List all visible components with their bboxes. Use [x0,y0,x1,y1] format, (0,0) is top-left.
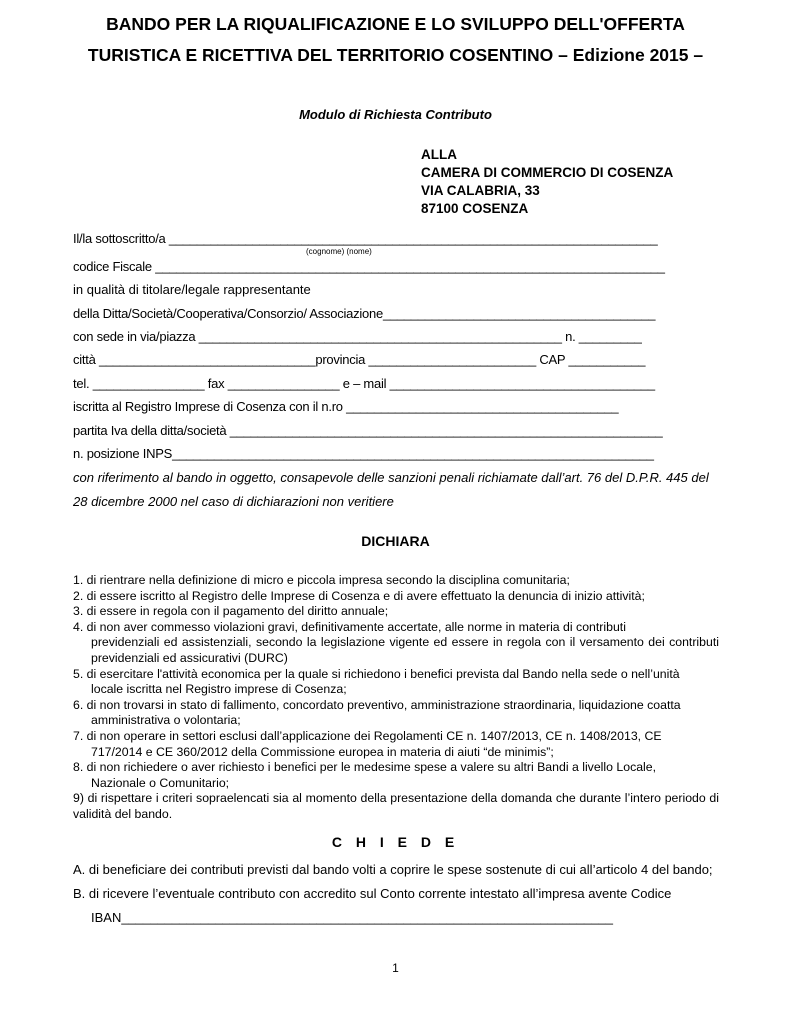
list-item: 7. di non operare in settori esclusi dall’applicazione dei Regolamenti CE n. 1407/2013, CE n. 1408/2013, CE [73,728,662,743]
field-sede[interactable] [73,329,642,344]
field-codice-fiscale-label: codice Fiscale _________________________________________________________________________ [73,259,665,274]
document-title-line1: BANDO PER LA RIQUALIFICAZIONE E LO SVILUPPO DELL'OFFERTA [106,14,685,34]
recipient-address [421,146,673,218]
page-number: 1 [392,961,399,975]
cognome-nome-note: (cognome) (nome) [306,247,372,256]
field-sottoscritto-label: Il/la sottoscritto/a ______________________________________________________________________ [73,231,658,246]
document-subtitle: Modulo di Richiesta Contributo [299,107,492,122]
dichiara-list [73,573,719,823]
list-item: 5. di esercitare l'attività economica per la quale si richiedono i benefici prevista dal Bando nella sede o nell’unità [73,666,680,681]
field-partita-iva-label: partita Iva della ditta/società ______________________________________________________________ [73,423,663,438]
field-registro-label: iscritta al Registro Imprese di Cosenza con il n.ro _______________________________________ [73,399,619,414]
address-line-2: CAMERA DI COMMERCIO DI COSENZA [421,165,674,180]
field-inps[interactable] [73,446,654,461]
list-item-continuation: previdenziali ed assistenziali, secondo la legislazione vigente ed essere in regola con il versamento dei contributi previdenziali ed assicurativi (DURC) [91,635,719,665]
field-sottoscritto[interactable] [73,231,658,246]
field-iban[interactable]: IBAN____________________________________________________________________ [91,910,613,925]
list-item-continuation: amministrativa o volontaria; [91,713,241,728]
address-line-3: VIA CALABRIA, 33 [421,183,540,198]
chiede-section [73,858,719,930]
address-line-1: ALLA [421,147,457,162]
list-item: 9) di rispettare i criteri sopraelencati sia al momento della presentazione della domanda che durante l’intero periodo di validità del bando. [73,791,719,821]
list-item-continuation: locale iscritta nel Registro imprese di Cosenza; [91,682,347,697]
field-registro[interactable] [73,399,618,414]
list-item-continuation: 717/2014 e CE 360/2012 della Commissione europea in materia di aiuti “de minimis”; [91,744,554,759]
field-qualita: in qualità di titolare/legale rappresentante [73,282,311,297]
dichiarazione-text: con riferimento al bando in oggetto, consapevole delle sanzioni penali richiamate dall’art. 76 del D.P.R. 445 del 28 dicembre 2000 nel caso di dichiarazioni non veritiere [73,470,709,509]
field-tel[interactable] [73,376,655,391]
list-item: 3. di essere in regola con il pagamento del diritto annuale; [73,604,389,619]
field-partita-iva[interactable] [73,423,663,438]
field-ditta[interactable] [73,306,655,321]
list-item: 1. di rientrare nella definizione di micro e piccola impresa secondo la disciplina comunitaria; [73,573,570,587]
field-codice-fiscale[interactable] [73,259,665,274]
list-item: 8. di non richiedere o aver richiesto i benefici per le medesime spese a valere su altri Bandi a livello Locale, [73,760,657,775]
list-item: 2. di essere iscritto al Registro delle Imprese di Cosenza e di avere effettuato la denuncia di inizio attività; [73,588,645,603]
field-citta[interactable] [73,352,645,367]
field-inps-label: n. posizione INPS_____________________________________________________________________ [73,446,654,461]
address-line-4: 87100 COSENZA [421,201,529,216]
chiede-item-b: B. di ricevere l’eventuale contributo con accredito sul Conto corrente intestato all’impresa avente Codice [73,886,672,901]
list-item: 6. di non trovarsi in stato di fallimento, concordato preventivo, amministrazione straordinaria, liquidazione coatta [73,697,681,712]
chiede-heading: C H I E D E [331,834,460,850]
list-item: 4. di non aver commesso violazioni gravi, definitivamente accertate, alle norme in materia di contributi [73,619,626,634]
field-tel-label: tel. ________________ fax ________________ e – mail ______________________________________ [73,376,655,391]
document-title-line2: TURISTICA E RICETTIVA DEL TERRITORIO COSENTINO – Edizione 2015 – [87,45,704,65]
chiede-item-a: A. di beneficiare dei contributi previsti dal bando volti a coprire le spese sostenute di cui all’articolo 4 del bando; [73,862,713,877]
field-ditta-label: della Ditta/Società/Cooperativa/Consorzio/ Associazione_______________________________________ [73,306,656,321]
field-citta-label: città _______________________________provincia ________________________ CAP ___________ [73,352,646,367]
dichiara-heading: DICHIARA [361,533,430,549]
field-sede-label: con sede in via/piazza ____________________________________________________ n. _________ [73,329,642,344]
list-item-continuation: Nazionale o Comunitario; [91,775,230,790]
